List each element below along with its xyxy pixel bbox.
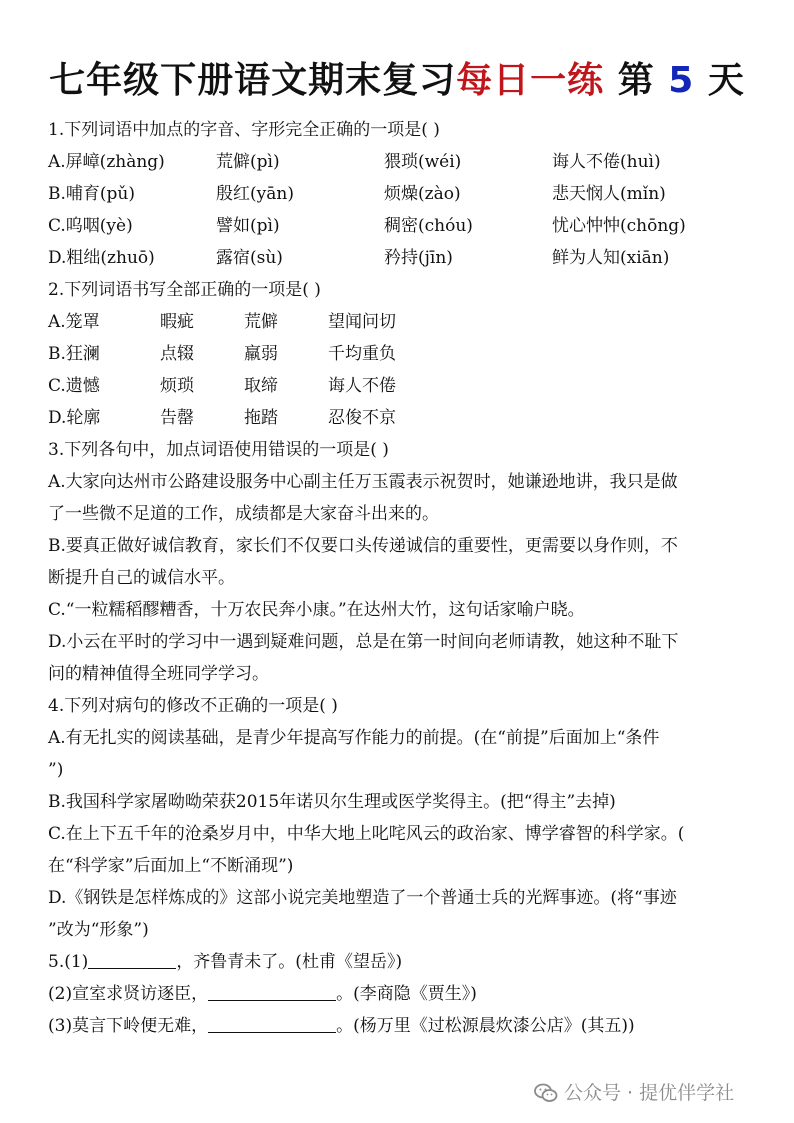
q2-stem: 2.下列词语书写全部正确的一项是( ) bbox=[48, 280, 321, 300]
q3-line: D.小云在平时的学习中一遇到疑难问题，总是在第一时间向老师请教，她这种不耻下 bbox=[48, 632, 679, 652]
q1-c-3: 稠密(chóu) bbox=[384, 216, 473, 236]
watermark-text: 公众号 · 提优伴学社 bbox=[564, 1082, 735, 1104]
q1-d-3: 矜持(jīn) bbox=[384, 248, 453, 268]
title-day-number: 5 bbox=[668, 60, 695, 101]
q4-line: ”改为“形象”) bbox=[48, 920, 149, 940]
q1-c-4: 忧心忡忡(chōng) bbox=[552, 216, 686, 236]
q1-b-2: 殷红(yān) bbox=[216, 184, 294, 204]
q2-d-2: 告罄 bbox=[160, 408, 194, 428]
wechat-icon bbox=[534, 1082, 564, 1104]
title-day-suffix: 天 bbox=[707, 60, 745, 101]
title-day-prefix: 第 bbox=[617, 60, 655, 101]
q3-line: 问的精神值得全班同学学习。 bbox=[48, 664, 269, 684]
q2-a-4: 望闻问切 bbox=[328, 312, 396, 332]
q1-a-1: A.屏嶂(zhàng) bbox=[48, 152, 165, 172]
q2-b-3: 羸弱 bbox=[244, 344, 278, 364]
q1-c-2: 譬如(pì) bbox=[216, 216, 280, 236]
watermark bbox=[534, 1078, 734, 1105]
q2-a-3: 荒僻 bbox=[244, 312, 278, 332]
q4-line: A.有无扎实的阅读基础，是青少年提高写作能力的前提。(在“前提”后面加上“条件 bbox=[48, 728, 660, 748]
answer-blank-2[interactable] bbox=[208, 982, 336, 1001]
q5-2-prefix: (2)宣室求贤访逐臣， bbox=[48, 984, 209, 1004]
q1-c-1: C.呜咽(yè) bbox=[48, 216, 133, 236]
q2-a-2: 暇疵 bbox=[160, 312, 194, 332]
answer-blank-1[interactable] bbox=[88, 950, 176, 969]
q2-d-1: D.轮廓 bbox=[48, 408, 101, 428]
q4-line: C.在上下五千年的沧桑岁月中，中华大地上叱咤风云的政治家、博学睿智的科学家。( bbox=[48, 824, 685, 844]
q1-b-4: 悲天悯人(mǐn) bbox=[552, 184, 666, 204]
q5-1-suffix: ，齐鲁青未了。(杜甫《望岳》) bbox=[176, 952, 403, 972]
q2-c-3: 取缔 bbox=[244, 376, 278, 396]
q3-line: 了一些微不足道的工作，成绩都是大家奋斗出来的。 bbox=[48, 504, 439, 524]
q3-line: C.“一粒糯稻醪糟香，十万农民奔小康。”在达州大竹，这句话家喻户晓。 bbox=[48, 600, 585, 620]
q5-1-prefix: 5.(1) bbox=[48, 952, 89, 972]
q2-c-4: 诲人不倦 bbox=[328, 376, 396, 396]
q1-d-4: 鲜为人知(xiān) bbox=[552, 248, 670, 268]
q3-line: 断提升自己的诚信水平。 bbox=[48, 568, 235, 588]
q2-d-4: 忍俊不京 bbox=[328, 408, 396, 428]
q5-item-1 bbox=[48, 950, 402, 974]
page-title bbox=[0, 52, 794, 103]
q1-stem: 1.下列词语中加点的字音、字形完全正确的一项是( ) bbox=[48, 120, 440, 140]
q1-b-3: 烦燥(zào) bbox=[384, 184, 461, 204]
q1-d-1: D.粗绌(zhuō) bbox=[48, 248, 155, 268]
q4-line: D.《钢铁是怎样炼成的》这部小说完美地塑造了一个普通士兵的光辉事迹。(将“事迹 bbox=[48, 888, 677, 908]
q2-b-1: B.狂澜 bbox=[48, 344, 100, 364]
q5-item-3 bbox=[48, 1014, 635, 1038]
q2-d-3: 拖踏 bbox=[244, 408, 278, 428]
q3-stem: 3.下列各句中，加点词语使用错误的一项是( ) bbox=[48, 440, 389, 460]
q1-d-2: 露宿(sù) bbox=[216, 248, 283, 268]
q2-c-1: C.遗憾 bbox=[48, 376, 100, 396]
q1-a-4: 诲人不倦(huì) bbox=[552, 152, 661, 172]
q1-b-1: B.哺育(pǔ) bbox=[48, 184, 135, 204]
title-highlight: 每日一练 bbox=[456, 60, 605, 101]
q5-2-suffix: 。(李商隐《贾生》) bbox=[336, 984, 477, 1004]
q2-b-4: 千均重负 bbox=[328, 344, 396, 364]
q5-3-suffix: 。(杨万里《过松源晨炊漆公店》(其五)) bbox=[336, 1016, 635, 1036]
q4-stem: 4.下列对病句的修改不正确的一项是( ) bbox=[48, 696, 338, 716]
q2-a-1: A.笼罩 bbox=[48, 312, 100, 332]
q3-line: B.要真正做好诚信教育，家长们不仅要口头传递诚信的重要性，更需要以身作则，不 bbox=[48, 536, 678, 556]
q4-line: ”) bbox=[48, 760, 64, 780]
q5-item-2 bbox=[48, 982, 477, 1006]
q2-b-2: 点辍 bbox=[160, 344, 194, 364]
q2-c-2: 烦琐 bbox=[160, 376, 194, 396]
q3-line: A.大家向达州市公路建设服务中心副主任万玉霞表示祝贺时，她谦逊地讲，我只是做 bbox=[48, 472, 678, 492]
q4-line: B.我国科学家屠呦呦荣获2015年诺贝尔生理或医学奖得主。(把“得主”去掉) bbox=[48, 792, 616, 812]
answer-blank-3[interactable] bbox=[208, 1014, 336, 1033]
q1-a-2: 荒僻(pì) bbox=[216, 152, 280, 172]
q1-a-3: 猥琐(wéi) bbox=[384, 152, 462, 172]
q4-line: 在“科学家”后面加上“不断涌现”) bbox=[48, 856, 294, 876]
title-main: 七年级下册语文期末复习 bbox=[49, 60, 457, 101]
q5-3-prefix: (3)莫言下岭便无难， bbox=[48, 1016, 209, 1036]
